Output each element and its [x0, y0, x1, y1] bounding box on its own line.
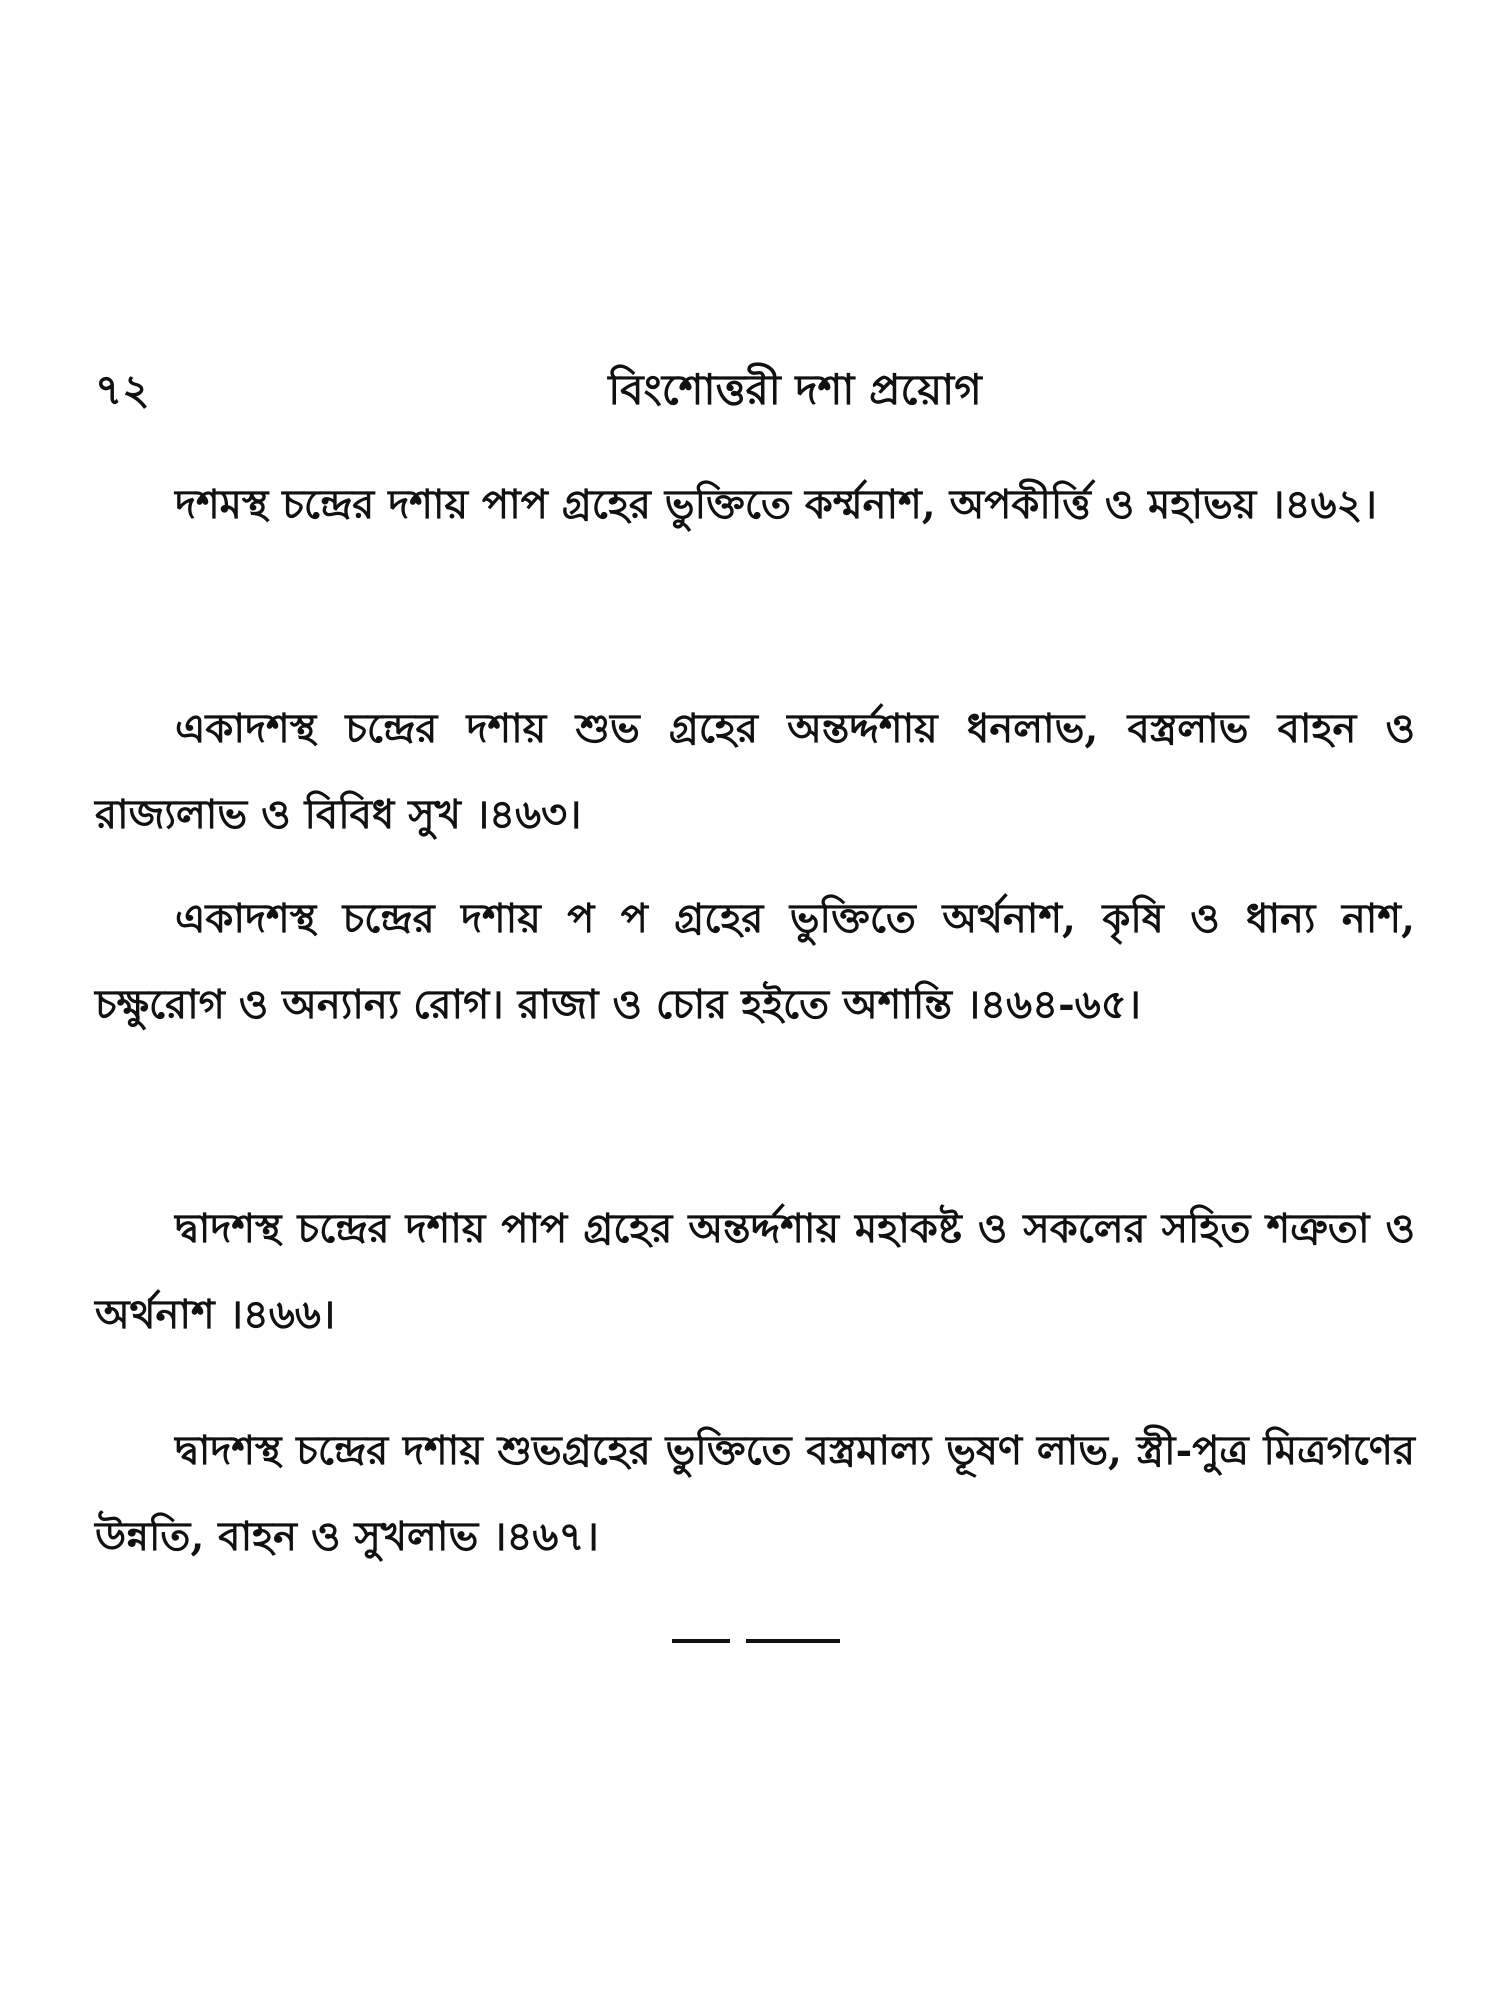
verse-paragraph-464-65: একাদশস্থ চন্দ্রের দশায় প প গ্রহের ভুক্তিতে অর্থনাশ, কৃষি ও ধান্য নাশ, চক্ষুরোগ ও অন্যান্য রোগ। রাজা ও চোর হইতে অশান্তি ।৪৬৪-৬৫। [95, 895, 1415, 1028]
page-header [95, 355, 1415, 425]
running-title: বিংশোত্তরী দশা প্রয়োগ [608, 365, 982, 414]
verse-paragraph-467: দ্বাদশস্থ চন্দ্রের দশায় শুভগ্রহের ভুক্তিতে বস্ত্রমাল্য ভূষণ লাভ, স্ত্রী-পুত্র মিত্রগণের উন্নতি, বাহন ও সুখলাভ ।৪৬৭। [95, 1427, 1415, 1560]
rule-dash-short [672, 1639, 730, 1643]
verse-paragraph-462: দশমস্থ চন্দ্রের দশায় পাপ গ্রহের ভুক্তিতে কর্ম্মনাশ, অপকীর্ত্তি ও মহাভয় ।৪৬২। [175, 481, 1377, 528]
verse-paragraph-463: একাদশস্থ চন্দ্রের দশায় শুভ গ্রহের অন্তর্দ্দশায় ধনলাভ, বস্ত্রলাভ বাহন ও রাজ্যলাভ ও বিবিধ সুখ ।৪৬৩। [95, 705, 1415, 838]
verse-paragraph-466: দ্বাদশস্থ চন্দ্রের দশায় পাপ গ্রহের অন্তর্দ্দশায় মহাকষ্ট ও সকলের সহিত শত্রুতা ও অর্থনাশ ।৪৬৬। [95, 1205, 1415, 1338]
page-number: ৭২ [95, 365, 150, 414]
rule-dash-long [746, 1639, 840, 1643]
end-of-section-rule [672, 1633, 840, 1647]
